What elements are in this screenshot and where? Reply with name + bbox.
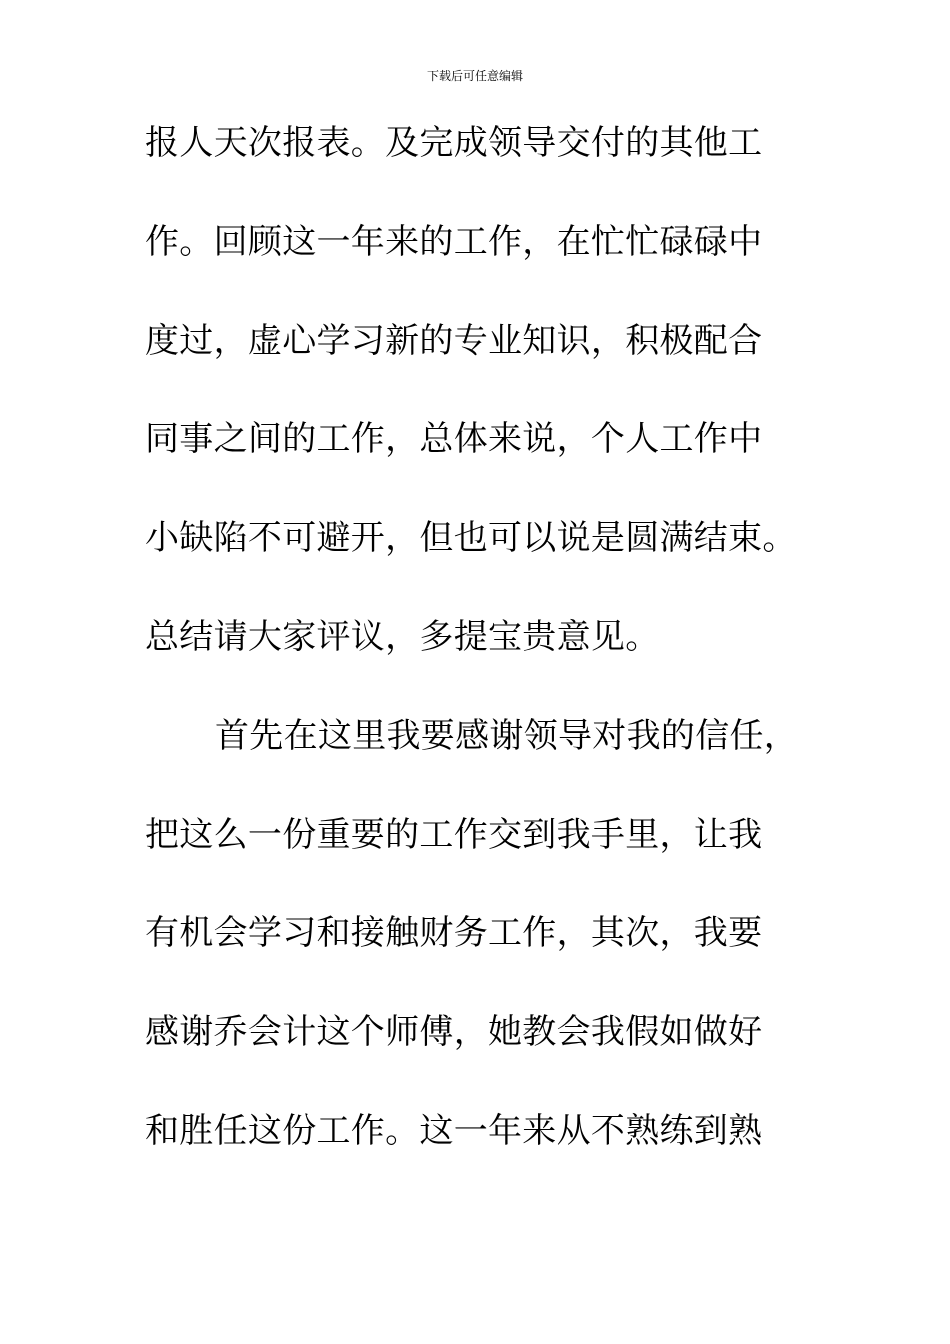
text-line: 同事之间的工作，总体来说，个人工作中 bbox=[145, 419, 763, 460]
document-body bbox=[145, 123, 845, 1213]
text-line: 作。回顾这一年来的工作，在忙忙碌碌中 bbox=[145, 221, 763, 262]
text-line: 和胜任这份工作。这一年来从不熟练到熟 bbox=[145, 1110, 763, 1151]
text-line: 小缺陷不可避开，但也可以说是圆满结束。 bbox=[145, 518, 797, 559]
text-line: 把这么一份重要的工作交到我手里，让我 bbox=[145, 814, 763, 855]
text-line: 报人天次报表。及完成领导交付的其他工 bbox=[145, 123, 763, 163]
text-line: 度过，虚心学习新的专业知识，积极配合 bbox=[145, 320, 763, 361]
text-line: 感谢乔会计这个师傅，她教会我假如做好 bbox=[145, 1012, 763, 1053]
text-line: 有机会学习和接触财务工作，其次，我要 bbox=[145, 913, 763, 954]
text-line: 总结请大家评议，多提宝贵意见。 bbox=[145, 616, 660, 657]
paragraph-first-line: 首先在这里我要感谢领导对我的信任， bbox=[215, 715, 799, 756]
page-header: 下载后可任意编辑 bbox=[426, 69, 523, 83]
